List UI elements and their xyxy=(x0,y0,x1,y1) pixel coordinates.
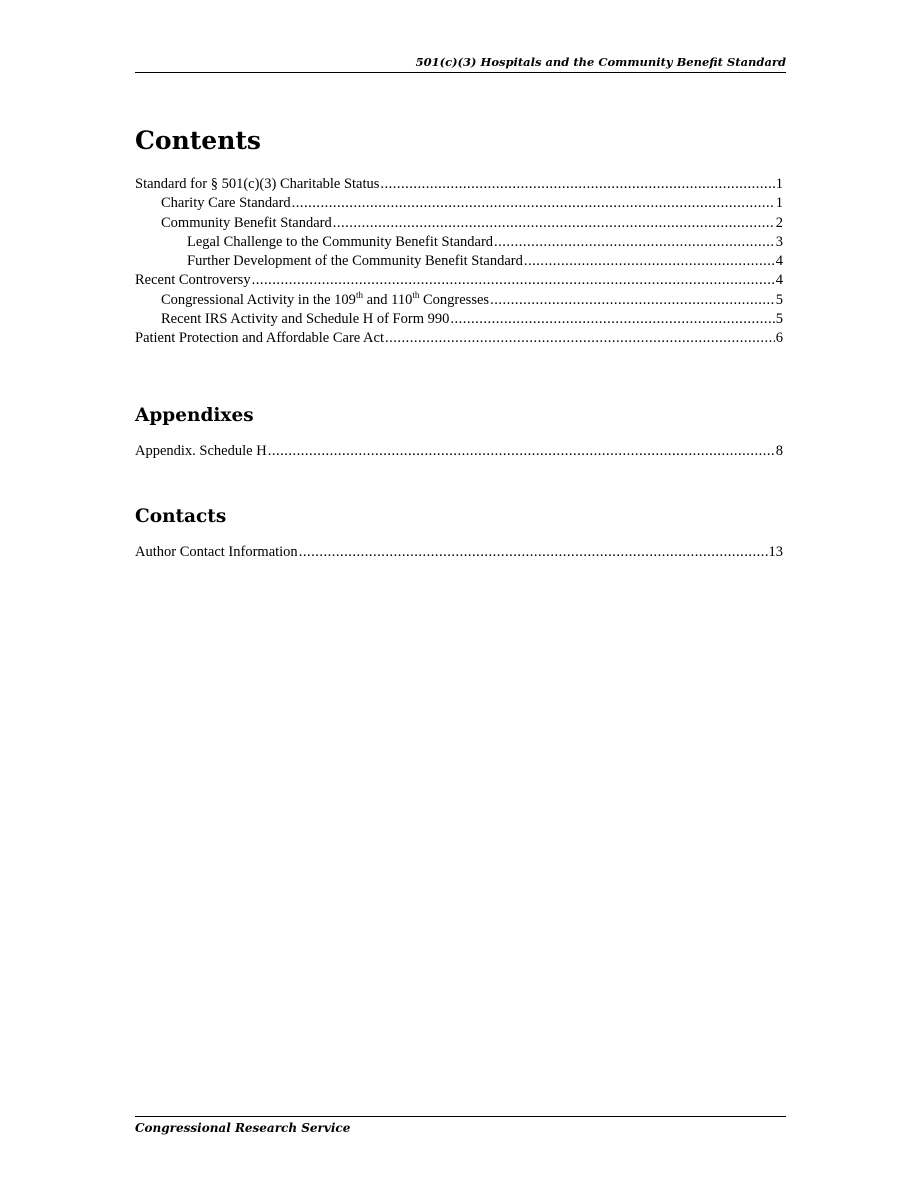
toc-leader-dots xyxy=(333,214,775,233)
contacts-toc xyxy=(135,543,783,562)
toc-entry-page: 1 xyxy=(775,195,783,212)
running-footer: Congressional Research Service xyxy=(135,1121,351,1135)
toc-entry-page: 1 xyxy=(775,176,783,192)
toc-entry-page: 3 xyxy=(775,233,783,250)
toc-entry-title: Congressional Activity in the 109th and 110th Congresses xyxy=(161,289,490,308)
running-header: 501(c)(3) Hospitals and the Community Benefit Standard xyxy=(415,55,786,69)
toc-entry[interactable] xyxy=(135,291,783,310)
toc-entry[interactable] xyxy=(135,310,783,329)
toc-entry-title: Recent Controversy xyxy=(135,272,251,289)
toc-entry[interactable] xyxy=(135,543,783,562)
toc-entry-title: Standard for § 501(c)(3) Charitable Status xyxy=(135,176,380,192)
toc-entry-title: Legal Challenge to the Community Benefit Standard xyxy=(187,233,494,250)
toc-entry-page: 5 xyxy=(775,311,783,328)
toc-entry-page: 4 xyxy=(775,272,783,289)
toc-entry-page: 2 xyxy=(775,214,783,231)
toc-entry-page: 6 xyxy=(775,330,783,347)
toc-leader-dots xyxy=(268,442,775,461)
toc-entry-title: Community Benefit Standard xyxy=(161,214,332,231)
header-rule xyxy=(135,72,786,73)
appendixes-heading: Appendixes xyxy=(135,405,254,426)
footer-rule xyxy=(135,1116,786,1117)
toc-entry[interactable] xyxy=(135,252,783,271)
toc-entry-title: Appendix. Schedule H xyxy=(135,443,267,459)
toc-leader-dots xyxy=(299,543,768,562)
appendixes-toc xyxy=(135,442,783,461)
toc-entry[interactable] xyxy=(135,194,783,213)
toc-entry-title: Recent IRS Activity and Schedule H of Form 990 xyxy=(161,311,450,328)
toc-leader-dots xyxy=(385,329,775,348)
toc-entry[interactable] xyxy=(135,214,783,233)
contents-heading: Contents xyxy=(135,126,262,155)
toc-entry[interactable] xyxy=(135,329,783,348)
toc-entry-title: Patient Protection and Affordable Care Act xyxy=(135,330,384,347)
toc-entry[interactable] xyxy=(135,442,783,461)
toc-leader-dots xyxy=(380,175,774,194)
contents-toc xyxy=(135,175,783,349)
toc-entry-page: 4 xyxy=(775,253,783,270)
toc-leader-dots xyxy=(292,194,775,213)
toc-entry-page: 8 xyxy=(775,443,783,459)
toc-entry[interactable] xyxy=(135,175,783,194)
toc-leader-dots xyxy=(490,291,775,310)
toc-leader-dots xyxy=(494,233,775,252)
toc-entry-page: 5 xyxy=(775,291,783,308)
toc-entry-title: Further Development of the Community Benefit Standard xyxy=(187,253,523,270)
toc-entry-page: 13 xyxy=(768,544,783,560)
toc-leader-dots xyxy=(524,252,775,271)
toc-entry[interactable] xyxy=(135,233,783,252)
toc-entry[interactable] xyxy=(135,271,783,290)
contacts-heading: Contacts xyxy=(135,506,227,527)
toc-entry-title: Charity Care Standard xyxy=(161,195,291,212)
toc-leader-dots xyxy=(450,310,774,329)
toc-leader-dots xyxy=(252,271,775,290)
toc-entry-title: Author Contact Information xyxy=(135,544,298,560)
